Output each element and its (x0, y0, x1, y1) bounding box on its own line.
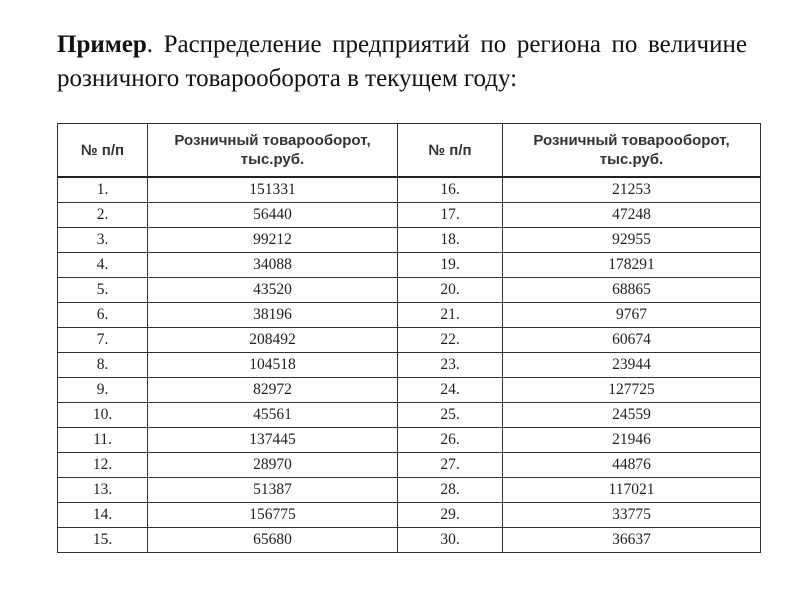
turnover-value-right: 178291 (503, 253, 761, 278)
turnover-value-left: 38196 (148, 303, 398, 328)
table-row (58, 353, 761, 378)
turnover-value-right: 127725 (503, 378, 761, 403)
heading-bold-word: Пример (57, 31, 147, 58)
row-number-right: 28. (398, 478, 503, 503)
turnover-value-left: 156775 (148, 503, 398, 528)
table-row (58, 253, 761, 278)
turnover-value-left: 65680 (148, 528, 398, 553)
row-number-left: 4. (58, 253, 148, 278)
heading-text: . Распределение предприятий по региона по величине розничного товарооборота в текущем году: (57, 31, 747, 92)
row-number-left: 7. (58, 328, 148, 353)
row-number-right: 19. (398, 253, 503, 278)
slide-heading (57, 28, 747, 116)
table-row (58, 428, 761, 453)
row-number-left: 15. (58, 528, 148, 553)
turnover-value-right: 44876 (503, 453, 761, 478)
turnover-table-container (57, 123, 760, 553)
turnover-value-left: 56440 (148, 203, 398, 228)
turnover-value-left: 82972 (148, 378, 398, 403)
turnover-value-right: 33775 (503, 503, 761, 528)
table-body (58, 177, 761, 553)
turnover-table (57, 123, 761, 553)
row-number-right: 16. (398, 177, 503, 203)
row-number-right: 23. (398, 353, 503, 378)
header-number-right: № п/п (398, 124, 503, 178)
table-row (58, 478, 761, 503)
row-number-left: 9. (58, 378, 148, 403)
row-number-left: 1. (58, 177, 148, 203)
table-row (58, 228, 761, 253)
turnover-value-right: 117021 (503, 478, 761, 503)
row-number-left: 11. (58, 428, 148, 453)
row-number-left: 12. (58, 453, 148, 478)
table-row (58, 453, 761, 478)
turnover-value-right: 60674 (503, 328, 761, 353)
header-turnover-left: Розничный товарооборот, тыс.руб. (148, 124, 398, 178)
turnover-value-left: 104518 (148, 353, 398, 378)
turnover-value-left: 137445 (148, 428, 398, 453)
row-number-right: 22. (398, 328, 503, 353)
table-row (58, 378, 761, 403)
row-number-left: 6. (58, 303, 148, 328)
table-header-row (58, 124, 761, 178)
table-row (58, 177, 761, 203)
turnover-value-left: 51387 (148, 478, 398, 503)
turnover-value-right: 92955 (503, 228, 761, 253)
turnover-value-left: 208492 (148, 328, 398, 353)
row-number-right: 20. (398, 278, 503, 303)
turnover-value-left: 28970 (148, 453, 398, 478)
turnover-value-left: 99212 (148, 228, 398, 253)
row-number-left: 3. (58, 228, 148, 253)
row-number-left: 8. (58, 353, 148, 378)
row-number-right: 18. (398, 228, 503, 253)
table-row (58, 528, 761, 553)
table-row (58, 503, 761, 528)
row-number-right: 21. (398, 303, 503, 328)
turnover-value-right: 24559 (503, 403, 761, 428)
turnover-value-right: 68865 (503, 278, 761, 303)
row-number-right: 29. (398, 503, 503, 528)
row-number-left: 10. (58, 403, 148, 428)
turnover-value-right: 36637 (503, 528, 761, 553)
turnover-value-left: 45561 (148, 403, 398, 428)
row-number-left: 2. (58, 203, 148, 228)
row-number-right: 26. (398, 428, 503, 453)
row-number-left: 14. (58, 503, 148, 528)
turnover-value-left: 34088 (148, 253, 398, 278)
row-number-right: 27. (398, 453, 503, 478)
table-row (58, 303, 761, 328)
row-number-left: 5. (58, 278, 148, 303)
row-number-left: 13. (58, 478, 148, 503)
table-row (58, 203, 761, 228)
table-row (58, 403, 761, 428)
turnover-value-right: 9767 (503, 303, 761, 328)
row-number-right: 24. (398, 378, 503, 403)
turnover-value-right: 21946 (503, 428, 761, 453)
header-number-left: № п/п (58, 124, 148, 178)
turnover-value-left: 151331 (148, 177, 398, 203)
turnover-value-left: 43520 (148, 278, 398, 303)
row-number-right: 25. (398, 403, 503, 428)
turnover-value-right: 47248 (503, 203, 761, 228)
turnover-value-right: 21253 (503, 177, 761, 203)
row-number-right: 17. (398, 203, 503, 228)
row-number-right: 30. (398, 528, 503, 553)
table-row (58, 278, 761, 303)
header-turnover-right: Розничный товарооборот, тыс.руб. (503, 124, 761, 178)
table-row (58, 328, 761, 353)
turnover-value-right: 23944 (503, 353, 761, 378)
